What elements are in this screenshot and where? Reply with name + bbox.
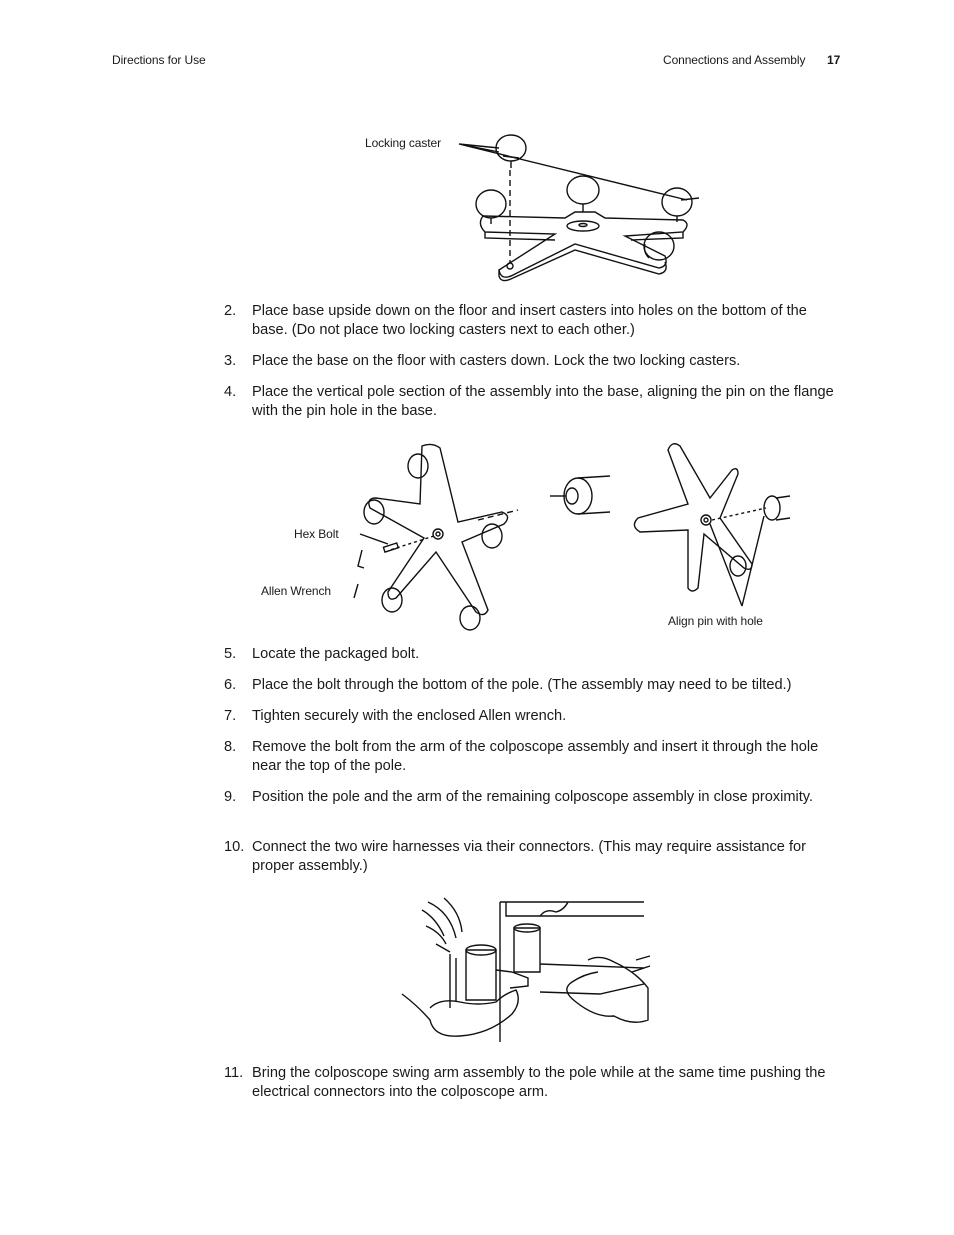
step-number: 8. — [224, 739, 237, 755]
step-text: Connect the two wire harnesses via their connectors. (This may require assistance for proper assembly.) — [252, 839, 806, 874]
wire-harness-connection-illustration — [400, 898, 652, 1042]
step-text: Place base upside down on the floor and insert casters into holes on the bottom of the base. (Do not place two locking casters next to each other.) — [252, 303, 807, 338]
step-number: 10. — [224, 839, 245, 855]
step-number: 2. — [224, 303, 237, 319]
running-header-section: Connections and Assembly — [663, 53, 806, 67]
running-header-title: Directions for Use — [112, 53, 206, 67]
step-number: 7. — [224, 708, 237, 724]
step-number: 5. — [224, 646, 237, 662]
step-text: Remove the bolt from the arm of the colposcope assembly and insert it through the hole near the top of the pole. — [252, 739, 819, 774]
star-base-assembly-illustration — [340, 438, 620, 638]
step-text: Tighten securely with the enclosed Allen wrench. — [252, 708, 567, 724]
locking-caster-label: Locking caster — [365, 136, 441, 150]
step-number: 11. — [224, 1065, 244, 1081]
allen-wrench-label: Allen Wrench — [261, 584, 331, 598]
step-text: Place the vertical pole section of the assembly into the base, aligning the pin on the flange with the pin hole in the base. — [252, 384, 834, 419]
step-number: 3. — [224, 353, 237, 369]
step-number: 9. — [224, 789, 237, 805]
hex-bolt-label: Hex Bolt — [294, 527, 339, 541]
step-text: Place the bolt through the bottom of the pole. (The assembly may need to be tilted.) — [252, 677, 792, 693]
page-number: 17 — [827, 53, 841, 67]
step-number: 4. — [224, 384, 237, 400]
step-text: Bring the colposcope swing arm assembly to the pole while at the same time pushing the electrical connectors into the colposcope arm. — [252, 1065, 826, 1100]
step-text: Locate the packaged bolt. — [252, 646, 420, 662]
base-pin-alignment-illustration — [628, 438, 798, 618]
caster-base-illustration — [455, 128, 705, 288]
step-text: Place the base on the floor with casters down. Lock the two locking casters. — [252, 353, 741, 369]
step-number: 6. — [224, 677, 237, 693]
step-text: Position the pole and the arm of the remaining colposcope assembly in close proximity. — [252, 789, 814, 805]
align-pin-label: Align pin with hole — [668, 614, 763, 628]
